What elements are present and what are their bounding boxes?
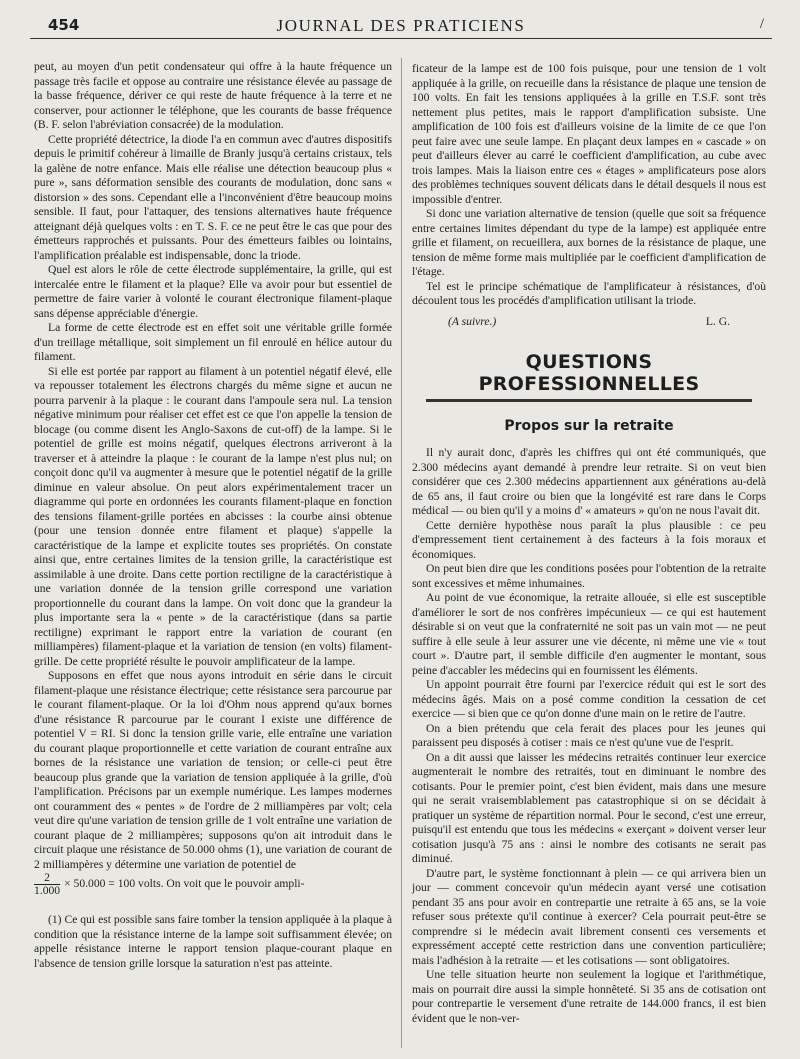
paragraph: Une telle situation heurte non seulement la logique et l'arithmétique, mais on pourrait dire aussi la simple honnêteté. Si 35 ans de cotisation ont pour contrepartie le versement d'une retraite de 144.000 francs, il est bien évident que le non-ver-: [412, 968, 766, 1025]
paragraph: On a dit aussi que laisser les médecins retraités continuer leur exercice augmenterait le nombre des retraités, tout en diminuant le nombre des cotisants. Pour le premier point, c'est bien évident, mais dans une mesure qui ne serait vraisemblablement pas catastrophique si on se décidait à pratiquer un système de répartition normal. Pour le second, c'est une erreur, puisqu'il est entendu que tous les médecins « exerçant » doivent verser leur cotisation jusqu'à 75 ans : ainsi le nombre des cotisants ne serait pas diminué.: [412, 750, 766, 865]
paragraph: D'autre part, le système fonctionnant à plein — ce qui arrivera bien un jour — comment concevoir qu'un médecin ayant versé une cotisation pendant 35 ans pour avoir en contrepartie une retraite à 65 ans, se la voie refuser sous prétexte qu'il continue à exercer? Cela pourrait peut-être se comprendre si le médecin avait librement consenti ces versements et expressément accepté cette restriction dans une convention particulière; mais l'adhésion à la retraite — et les cotisations — sont obligatoires.: [412, 866, 766, 967]
paragraph: Si elle est portée par rapport au filament à un potentiel négatif élevé, elle va repousser totalement les électrons chargés du même signe et aucun ne pourra parvenir à la plaque : le courant dans l'ampoule sera nul. La tension négative minimum pour réaliser cet effet est ce que l'on appelle la tension de blocage (ou comme disent les Anglo-Saxons de cut-off) de la lampe. Si le potentiel de grille est moins négatif, quelques électrons arriveront à la traverser et à atteindre la plaque : le courant de la lampe n'est plus nul; on conçoit donc qu'il va augmenter à mesure que le potentiel négatif de la grille diminue en valeur absolue. On peut alors expérimentalement tracer un diagramme qui porte en ordonnées les courants filament-plaque en fonction des tensions filament-grille portées en abcisses : la courbe ainsi obtenue (pour une tension donnée entre filament et plaque) s'appelle la caractéristique de la lampe et explicite toutes ses propriétés. On constate ainsi que, entre certaines limites de la tension grille, la caractéristique est assimilable à une droite. Dans cette portion rectiligne de la caractéristique à une variation donnée de la tension grille correspond une variation proportionnelle du courant dans la lampe. On voit donc que la grandeur la plus importante sera la « pente » de la caractéristique (dans sa partie rectiligne) exprimant le rapport entre la variation de courant (en milliampères) filament-plaque et la variation de tension (en volts) filament-grille. De cette propriété résulte le pouvoir amplificateur de la lampe.: [34, 364, 392, 668]
header-mark: /: [759, 16, 764, 32]
article-title: Propos sur la retraite: [504, 418, 674, 434]
paragraph: Cette propriété détectrice, la diode l'a en commun avec d'autres dispositifs depuis le primitif cohéreur à limaille de Branly jusqu'à certains cristaux, tels la galène de notre enfance. Mais elle réalise une détection beaucoup plus « pure », sans déformation sensible des courants de modulation, donc sans « distorsion » des sons. Cependant elle a l'inconvénient d'être beaucoup moins sensible. Il faut, pour l'attaquer, des tensions alternatives haute fréquence atteignant déjà quelques volts : en T. S. F. ce ne peut être le cas que pour des émetteurs rapprochés et puissants. Pour des émetteurs faibles ou lointains, l'amplification préalable est indispensable, donc la triode.: [34, 132, 392, 262]
paragraph: Cette dernière hypothèse nous paraît la plus plausible : ce peu d'empressement tient certainement à des facteurs à la fois moraux et économiques.: [412, 518, 766, 561]
paragraph: Quel est alors le rôle de cette électrode supplémentaire, la grille, qui est intercalée entre le filament et la plaque? Elle va avoir pour but essentiel de permettre de faire varier à volonté le courant électronique filament-plaque sans dépense appréciable d'énergie.: [34, 263, 392, 320]
paragraph: Supposons en effet que nous ayons introduit en série dans le circuit filament-plaque une résistance électrique; cette résistance sera parcourue par le courant filament-plaque. Or la loi d'Ohm nous apprend qu'aux bornes d'une résistance R parcourue par le courant I existe une différence de potentiel V = RI. Si donc la tension grille varie, elle entraîne une variation du courant plaque proportionnelle et cette variation de courant entraîne aux bornes de la résistance une variation de tension; or celle-ci peut être beaucoup plus grande que la variation de tension appliquée à la grille, d'où l'amplification. Précisons par un exemple numérique. Les lampes modernes ont couramment des « pentes » de l'ordre de 2 milliampères par volt; cela veut dire qu'une variation de tension grille de 1 volt entraîne une variation de courant plaque de 2 milliampères; supposons qu'on ait introduit dans le circuit plaque une résistance de 50.000 ohms (1), une variation de courant de 2 milliampères y détermine une variation de potentiel de: [34, 669, 392, 871]
section-rule: [426, 399, 752, 402]
paragraph: On peut bien dire que les conditions posées pour l'obtention de la retraite sont excessives et même inhumaines.: [412, 562, 766, 590]
paragraph: Il n'y aurait donc, d'après les chiffres qui ont été communiqués, que 2.300 médecins ayant demandé à prendre leur retraite. Si on veut bien considérer que ces 2.300 médecins appartiennent aux générations au-delà de 65 ans, il faut croire ou bien que la longévité est rare dans le Corps médical — ou bien qu'il y a moins d' « amateurs » qu'on ne nous l'avait dit.: [412, 446, 766, 517]
fraction-denominator: 1.000: [34, 884, 61, 897]
paragraph: Au point de vue économique, la retraite allouée, si elle est susceptible d'améliorer le sort de nos confrères impécunieux — ce qui est hautement désirable si on veut que la confraternité ne soit pas un vain mot — ne peut suffire à elle seule à leur assurer une vie décente, ni même une vie « tout court ». D'autre part, il semble difficile d'en augmenter le montant, sous peine d'accabler les médecins qui en fournissent les éléments.: [412, 591, 766, 677]
footnote: (1) Ce qui est possible sans faire tomber la tension appliquée à la plaque à condition que la résistance interne de la lampe soit suffisamment élevée; on appelle résistance interne le rapport tension plaque-courant plaque en l'absence de tension grille lorsque la saturation n'est pas atteinte.: [34, 913, 392, 970]
article-signature: [412, 315, 766, 330]
formula-rest: × 50.000 = 100 volts. On voit que le pouvoir ampli-: [64, 877, 305, 891]
column-divider: [401, 58, 402, 1048]
left-column: [34, 60, 392, 971]
right-column: [412, 62, 766, 1026]
paragraph: Un appoint pourrait être fourni par l'exercice réduit qui est le sort des médecins âgés. Mais on a posé comme condition la cessation de cet exercice — si bien que ce qu'on donne d'une main on le retire de l'autre.: [412, 678, 766, 720]
paragraph: Si donc une variation alternative de tension (quelle que soit sa fréquence entre certaines limites dépendant du type de la lampe) est appliquée entre grille et filament, on recueillera, aux bornes de la résistance de plaque, une tension de même forme mais multipliée par le coefficient d'amplification de l'étage.: [412, 207, 766, 278]
page-number: 454: [48, 16, 80, 34]
header-rule: [30, 38, 772, 39]
section-title: QUESTIONS PROFESSIONNELLES: [478, 351, 700, 395]
paragraph: Tel est le principe schématique de l'amplificateur à résistances, d'où découlent tous les procédés d'amplification utilisant la triode.: [412, 279, 766, 307]
paragraph: La forme de cette électrode est en effet soit une véritable grille formée d'un treillage métallique, soit simplement un fil enroulé en hélice autour du filament.: [34, 321, 392, 363]
running-title: JOURNAL DES PRATICIENS: [276, 16, 526, 35]
fraction: [34, 872, 60, 897]
fraction-numerator: 2: [34, 872, 60, 885]
author-initials: L. G.: [705, 314, 730, 328]
formula-line: [34, 872, 392, 897]
to-be-continued: (A suivre.): [448, 314, 497, 328]
paragraph: ficateur de la lampe est de 100 fois puisque, pour une tension de 1 volt appliquée à la grille, on recueille dans la résistance de plaque une tension de 100 volts. En fait les tensions appliquées à la grille en T.S.F. sont très nettement plus petites, mais le rapport d'amplification subsiste. Une amplification de 100 fois est d'ailleurs voisine de la limite de ce que l'on peut faire avec une seule lampe. En plaçant deux lampes en « cascade » on peut d'ailleurs élever au carré le coefficient d'amplification, au cube avec trois lampes. Mais la liaison entre ces « étages » amplificateurs pose alors des problèmes techniques souvent délicats dans le détail desquels il nous est impossible d'entrer.: [412, 62, 766, 206]
paragraph: peut, au moyen d'un petit condensateur qui offre à la haute fréquence un passage très facile et oppose au contraire une résistance élevée au passage de la basse fréquence, dériver ce qui reste de haute fréquence à la terre et ne conserver, pour actionner le téléphone, que les courants de basse fréquence (B. F. selon l'abréviation consacrée) de la modulation.: [34, 60, 392, 131]
paragraph: On a bien prétendu que cela ferait des places pour les jeunes qui paraissent peu disposés à cotiser : mais ce n'est qu'une vue de l'esprit.: [412, 721, 766, 749]
